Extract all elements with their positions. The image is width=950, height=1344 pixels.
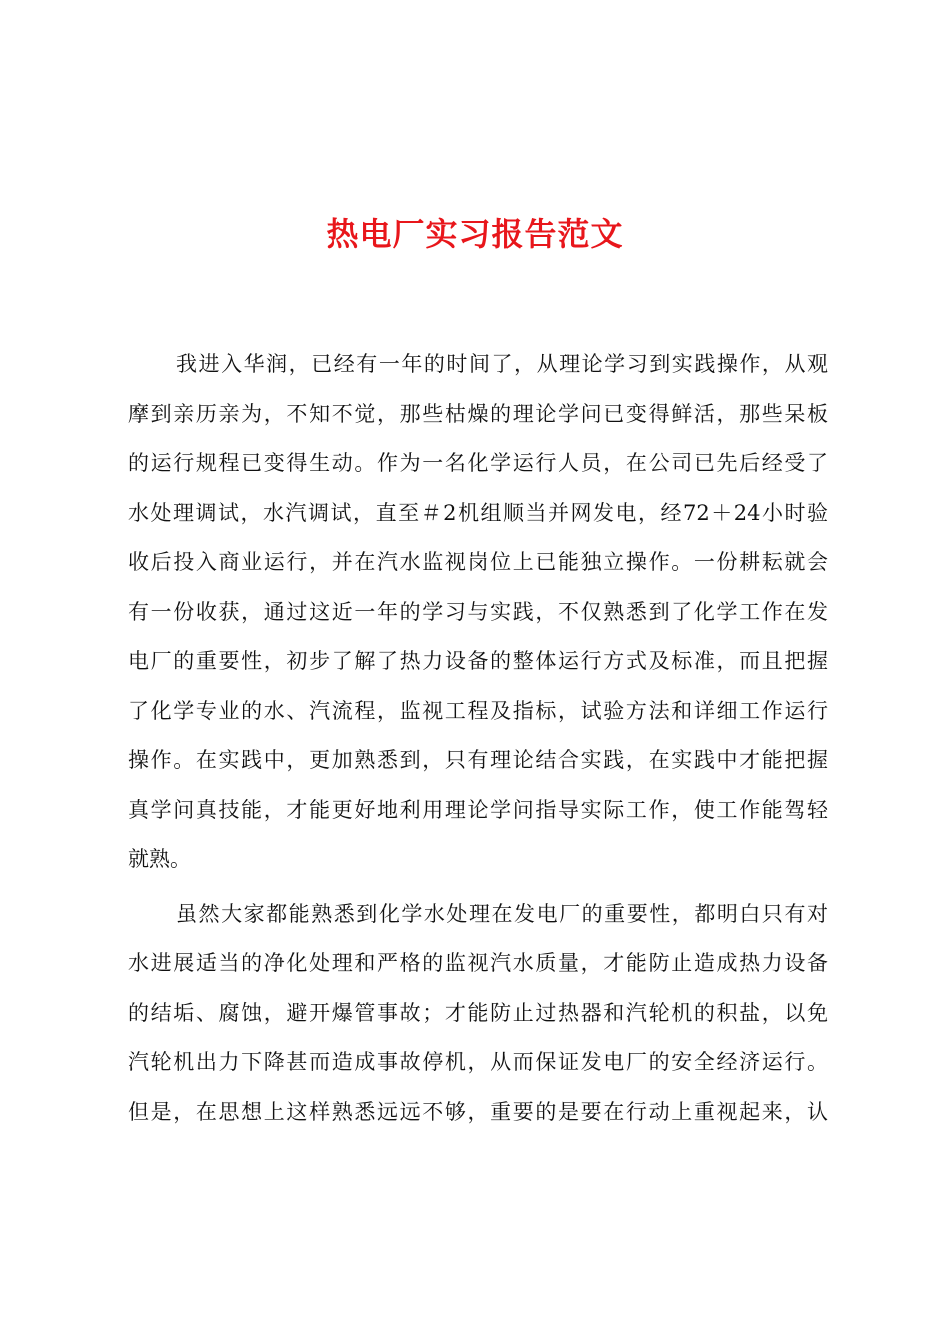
paragraph: [128, 340, 828, 885]
text-line: 摩到亲历亲为，不知不觉，那些枯燥的理论学问已变得鲜活，那些呆板: [128, 401, 828, 426]
text-line: 操作。在实践中，更加熟悉到，只有理论结合实践，在实践中才能把握: [128, 748, 828, 772]
text-line: 水处理调试，水汽调试，直至＃2机组顺当并网发电，经72＋24小时验: [128, 500, 828, 525]
text-line: 汽轮机出力下降甚而造成事故停机，从而保证发电厂的安全经济运行。: [128, 1050, 828, 1074]
text-line: 就熟。: [128, 847, 191, 871]
text-line: 的运行规程已变得生动。作为一名化学运行人员，在公司已先后经受了: [128, 451, 828, 475]
text-line: 真学问真技能，才能更好地利用理论学问指导实际工作，使工作能驾轻: [128, 797, 828, 822]
text-line: 虽然大家都能熟悉到化学水处理在发电厂的重要性，都明白只有对: [176, 901, 828, 926]
text-line: 水进展适当的净化处理和严格的监视汽水质量，才能防止造成热力设备: [128, 951, 828, 975]
document-title: 热电厂实习报告范文: [326, 215, 624, 253]
paragraph: [128, 890, 828, 1138]
document-body: [128, 340, 828, 1137]
text-line: 收后投入商业运行，并在汽水监视岗位上已能独立操作。一份耕耘就会: [128, 550, 828, 574]
text-line: 但是，在思想上这样熟悉远远不够，重要的是要在行动上重视起来，认: [128, 1099, 828, 1124]
text-line: 我进入华润，已经有一年的时间了，从理论学习到实践操作，从观: [176, 352, 828, 376]
text-line: 了化学专业的水、汽流程，监视工程及指标，试验方法和详细工作运行: [128, 698, 828, 723]
text-line: 的结垢、腐蚀，避开爆管事故；才能防止过热器和汽轮机的积盐，以免: [128, 1000, 828, 1025]
text-line: 有一份收获，通过这近一年的学习与实践，不仅熟悉到了化学工作在发: [128, 599, 828, 624]
text-line: 电厂的重要性，初步了解了热力设备的整体运行方式及标准，而且把握: [128, 649, 828, 673]
